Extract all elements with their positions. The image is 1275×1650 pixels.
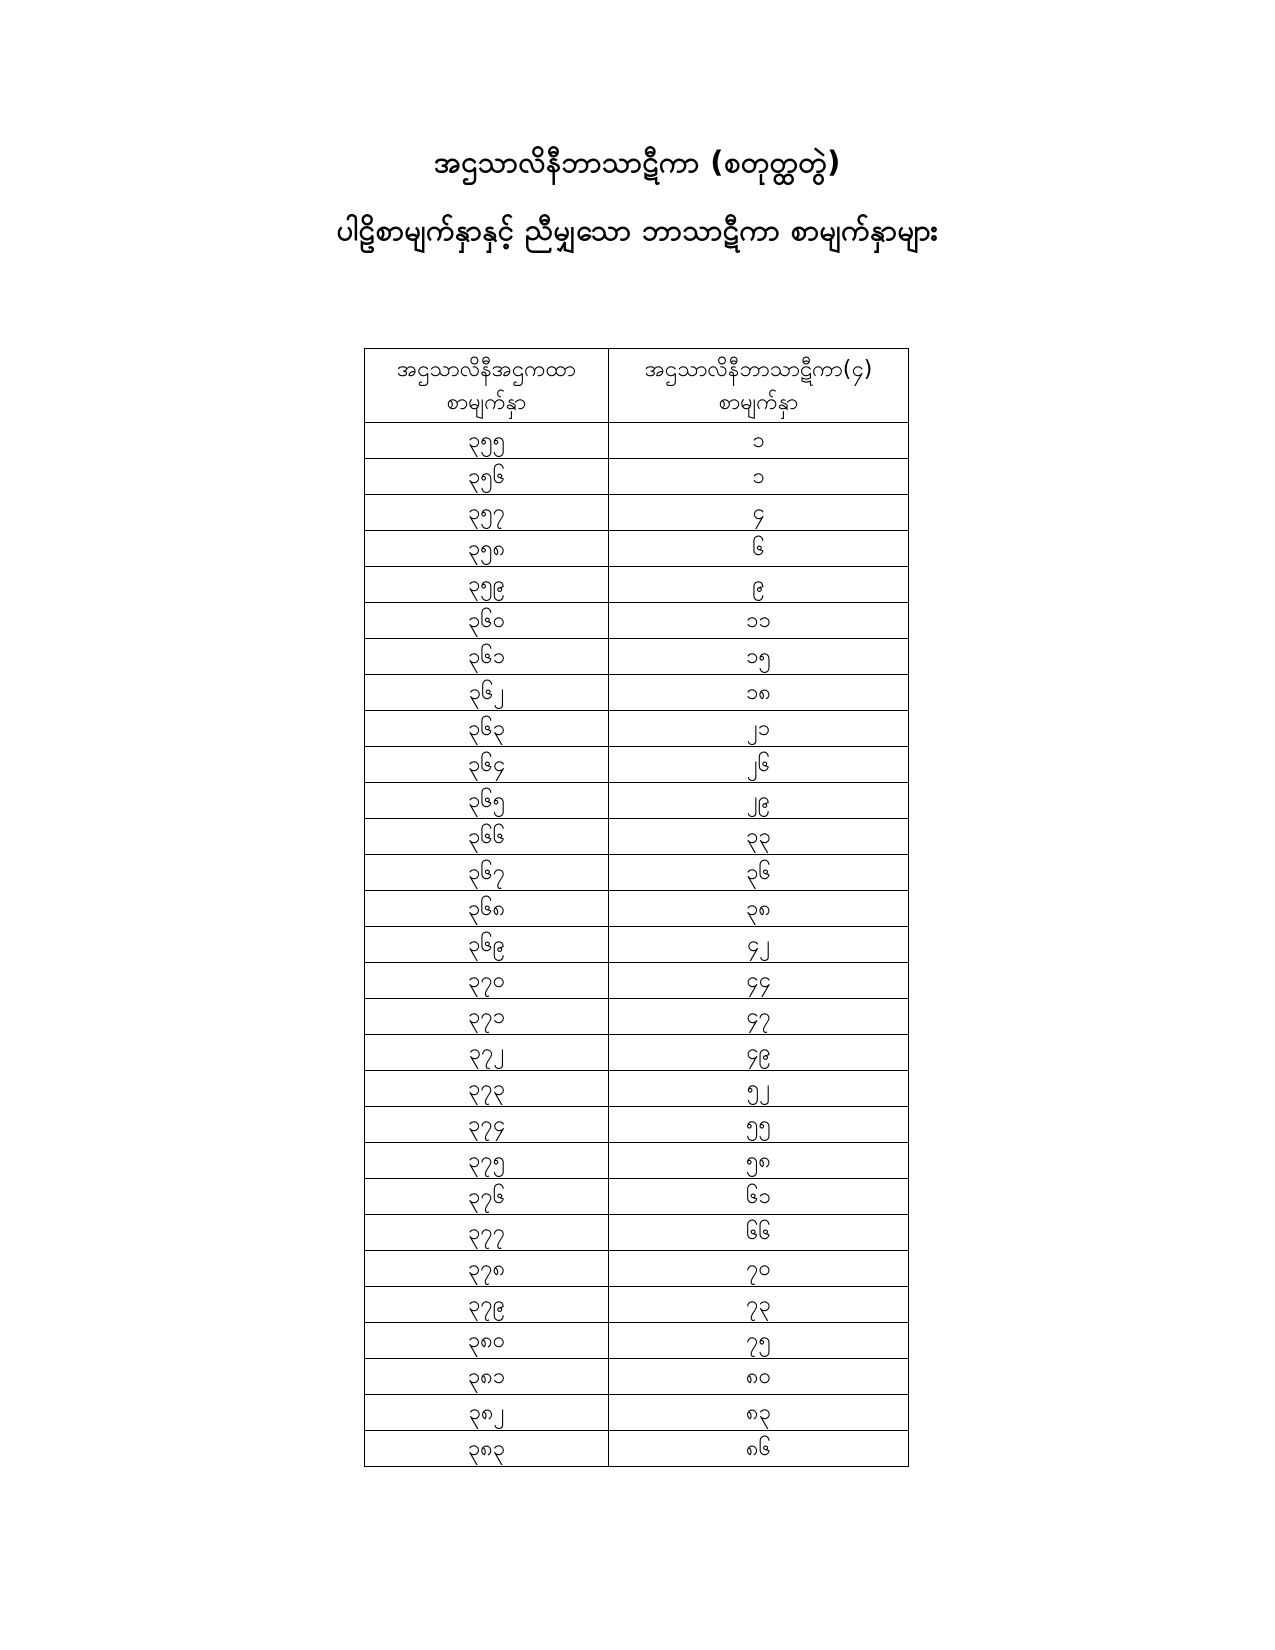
table-row <box>365 819 909 855</box>
pali-page-cell: ၃၆၅ <box>365 783 609 819</box>
pali-page-cell: ၃၅၈ <box>365 531 609 567</box>
table-body <box>365 423 909 1467</box>
tika-page-cell: ၆၆ <box>609 1215 909 1251</box>
tika-page-cell: ၈၆ <box>609 1431 909 1467</box>
page-mapping-table <box>364 348 909 1467</box>
table-row <box>365 423 909 459</box>
pali-page-cell: ၃၆၉ <box>365 927 609 963</box>
tika-page-cell: ၁ <box>609 423 909 459</box>
tika-page-cell: ၂၁ <box>609 711 909 747</box>
page-mapping-table-container <box>364 348 908 1467</box>
table-row <box>365 567 909 603</box>
pali-page-cell: ၃၆၁ <box>365 639 609 675</box>
column-header-line: စာမျက်နှာ <box>446 389 527 415</box>
pali-page-cell: ၃၅၅ <box>365 423 609 459</box>
pali-page-cell: ၃၆၄ <box>365 747 609 783</box>
table-header-row <box>365 349 909 423</box>
table-row <box>365 1323 909 1359</box>
column-header-tika-page <box>609 349 909 423</box>
tika-page-cell: ၁၈ <box>609 675 909 711</box>
pali-page-cell: ၃၇၇ <box>365 1215 609 1251</box>
tika-page-cell: ၄၂ <box>609 927 909 963</box>
table-row <box>365 1431 909 1467</box>
table-row <box>365 603 909 639</box>
tika-page-cell: ၇၅ <box>609 1323 909 1359</box>
document-title: အဌသာလိနီဘာသာဋီကာ (စတုတ္ထတွဲ) <box>434 145 841 179</box>
tika-page-cell: ၃၃ <box>609 819 909 855</box>
pali-page-cell: ၃၈၂ <box>365 1395 609 1431</box>
pali-page-cell: ၃၈၀ <box>365 1323 609 1359</box>
pali-page-cell: ၃၆၇ <box>365 855 609 891</box>
pali-page-cell: ၃၈၃ <box>365 1431 609 1467</box>
title-block <box>0 140 1275 252</box>
pali-page-cell: ၃၇၁ <box>365 999 609 1035</box>
pali-page-cell: ၃၅၇ <box>365 495 609 531</box>
table-row <box>365 1251 909 1287</box>
table-row <box>365 1215 909 1251</box>
table-row <box>365 459 909 495</box>
table-row <box>365 927 909 963</box>
column-header-line: အဌသာလိနီအဌကထာ <box>397 356 576 382</box>
tika-page-cell: ၇၃ <box>609 1287 909 1323</box>
tika-page-cell: ၄ <box>609 495 909 531</box>
table-row <box>365 495 909 531</box>
pali-page-cell: ၃၅၉ <box>365 567 609 603</box>
pali-page-cell: ၃၇၄ <box>365 1107 609 1143</box>
table-row <box>365 711 909 747</box>
pali-page-cell: ၃၇၃ <box>365 1071 609 1107</box>
tika-page-cell: ၃၆ <box>609 855 909 891</box>
column-header-pali-page <box>365 349 609 423</box>
pali-page-cell: ၃၈၁ <box>365 1359 609 1395</box>
tika-page-cell: ၇၀ <box>609 1251 909 1287</box>
tika-page-cell: ၆ <box>609 531 909 567</box>
table-row <box>365 1395 909 1431</box>
tika-page-cell: ၁ <box>609 459 909 495</box>
pali-page-cell: ၃၇၉ <box>365 1287 609 1323</box>
table-row <box>365 783 909 819</box>
table-row <box>365 999 909 1035</box>
tika-page-cell: ၂၉ <box>609 783 909 819</box>
tika-page-cell: ၃၈ <box>609 891 909 927</box>
table-row <box>365 1071 909 1107</box>
tika-page-cell: ၄၇ <box>609 999 909 1035</box>
table-row <box>365 639 909 675</box>
tika-page-cell: ၈၃ <box>609 1395 909 1431</box>
tika-page-cell: ၁၁ <box>609 603 909 639</box>
pali-page-cell: ၃၆၃ <box>365 711 609 747</box>
table-row <box>365 1143 909 1179</box>
pali-page-cell: ၃၆၂ <box>365 675 609 711</box>
tika-page-cell: ၆၁ <box>609 1179 909 1215</box>
pali-page-cell: ၃၇၂ <box>365 1035 609 1071</box>
table-row <box>365 963 909 999</box>
pali-page-cell: ၃၆၈ <box>365 891 609 927</box>
pali-page-cell: ၃၇၀ <box>365 963 609 999</box>
document-subtitle: ပါဠိစာမျက်နှာနှင့် ညီမျှသော ဘာသာဋီကာ စာမျက်နှာများ <box>336 213 939 247</box>
tika-page-cell: ၉ <box>609 567 909 603</box>
table-row <box>365 531 909 567</box>
column-header-line: စာမျက်နှာ <box>718 389 799 415</box>
tika-page-cell: ၅၈ <box>609 1143 909 1179</box>
table-row <box>365 855 909 891</box>
pali-page-cell: ၃၇၈ <box>365 1251 609 1287</box>
tika-page-cell: ၅၅ <box>609 1107 909 1143</box>
tika-page-cell: ၁၅ <box>609 639 909 675</box>
table-row <box>365 1287 909 1323</box>
tika-page-cell: ၂၆ <box>609 747 909 783</box>
table-row <box>365 1035 909 1071</box>
table-row <box>365 1107 909 1143</box>
table-row <box>365 747 909 783</box>
pali-page-cell: ၃၆၆ <box>365 819 609 855</box>
table-row <box>365 1359 909 1395</box>
tika-page-cell: ၅၂ <box>609 1071 909 1107</box>
table-row <box>365 891 909 927</box>
column-header-line: အဌသာလိနီဘာသာဋီကာ(၄) <box>644 356 873 382</box>
tika-page-cell: ၄၉ <box>609 1035 909 1071</box>
table-row <box>365 675 909 711</box>
table-row <box>365 1179 909 1215</box>
pali-page-cell: ၃၆၀ <box>365 603 609 639</box>
tika-page-cell: ၈၀ <box>609 1359 909 1395</box>
pali-page-cell: ၃၅၆ <box>365 459 609 495</box>
pali-page-cell: ၃၇၆ <box>365 1179 609 1215</box>
tika-page-cell: ၄၄ <box>609 963 909 999</box>
pali-page-cell: ၃၇၅ <box>365 1143 609 1179</box>
